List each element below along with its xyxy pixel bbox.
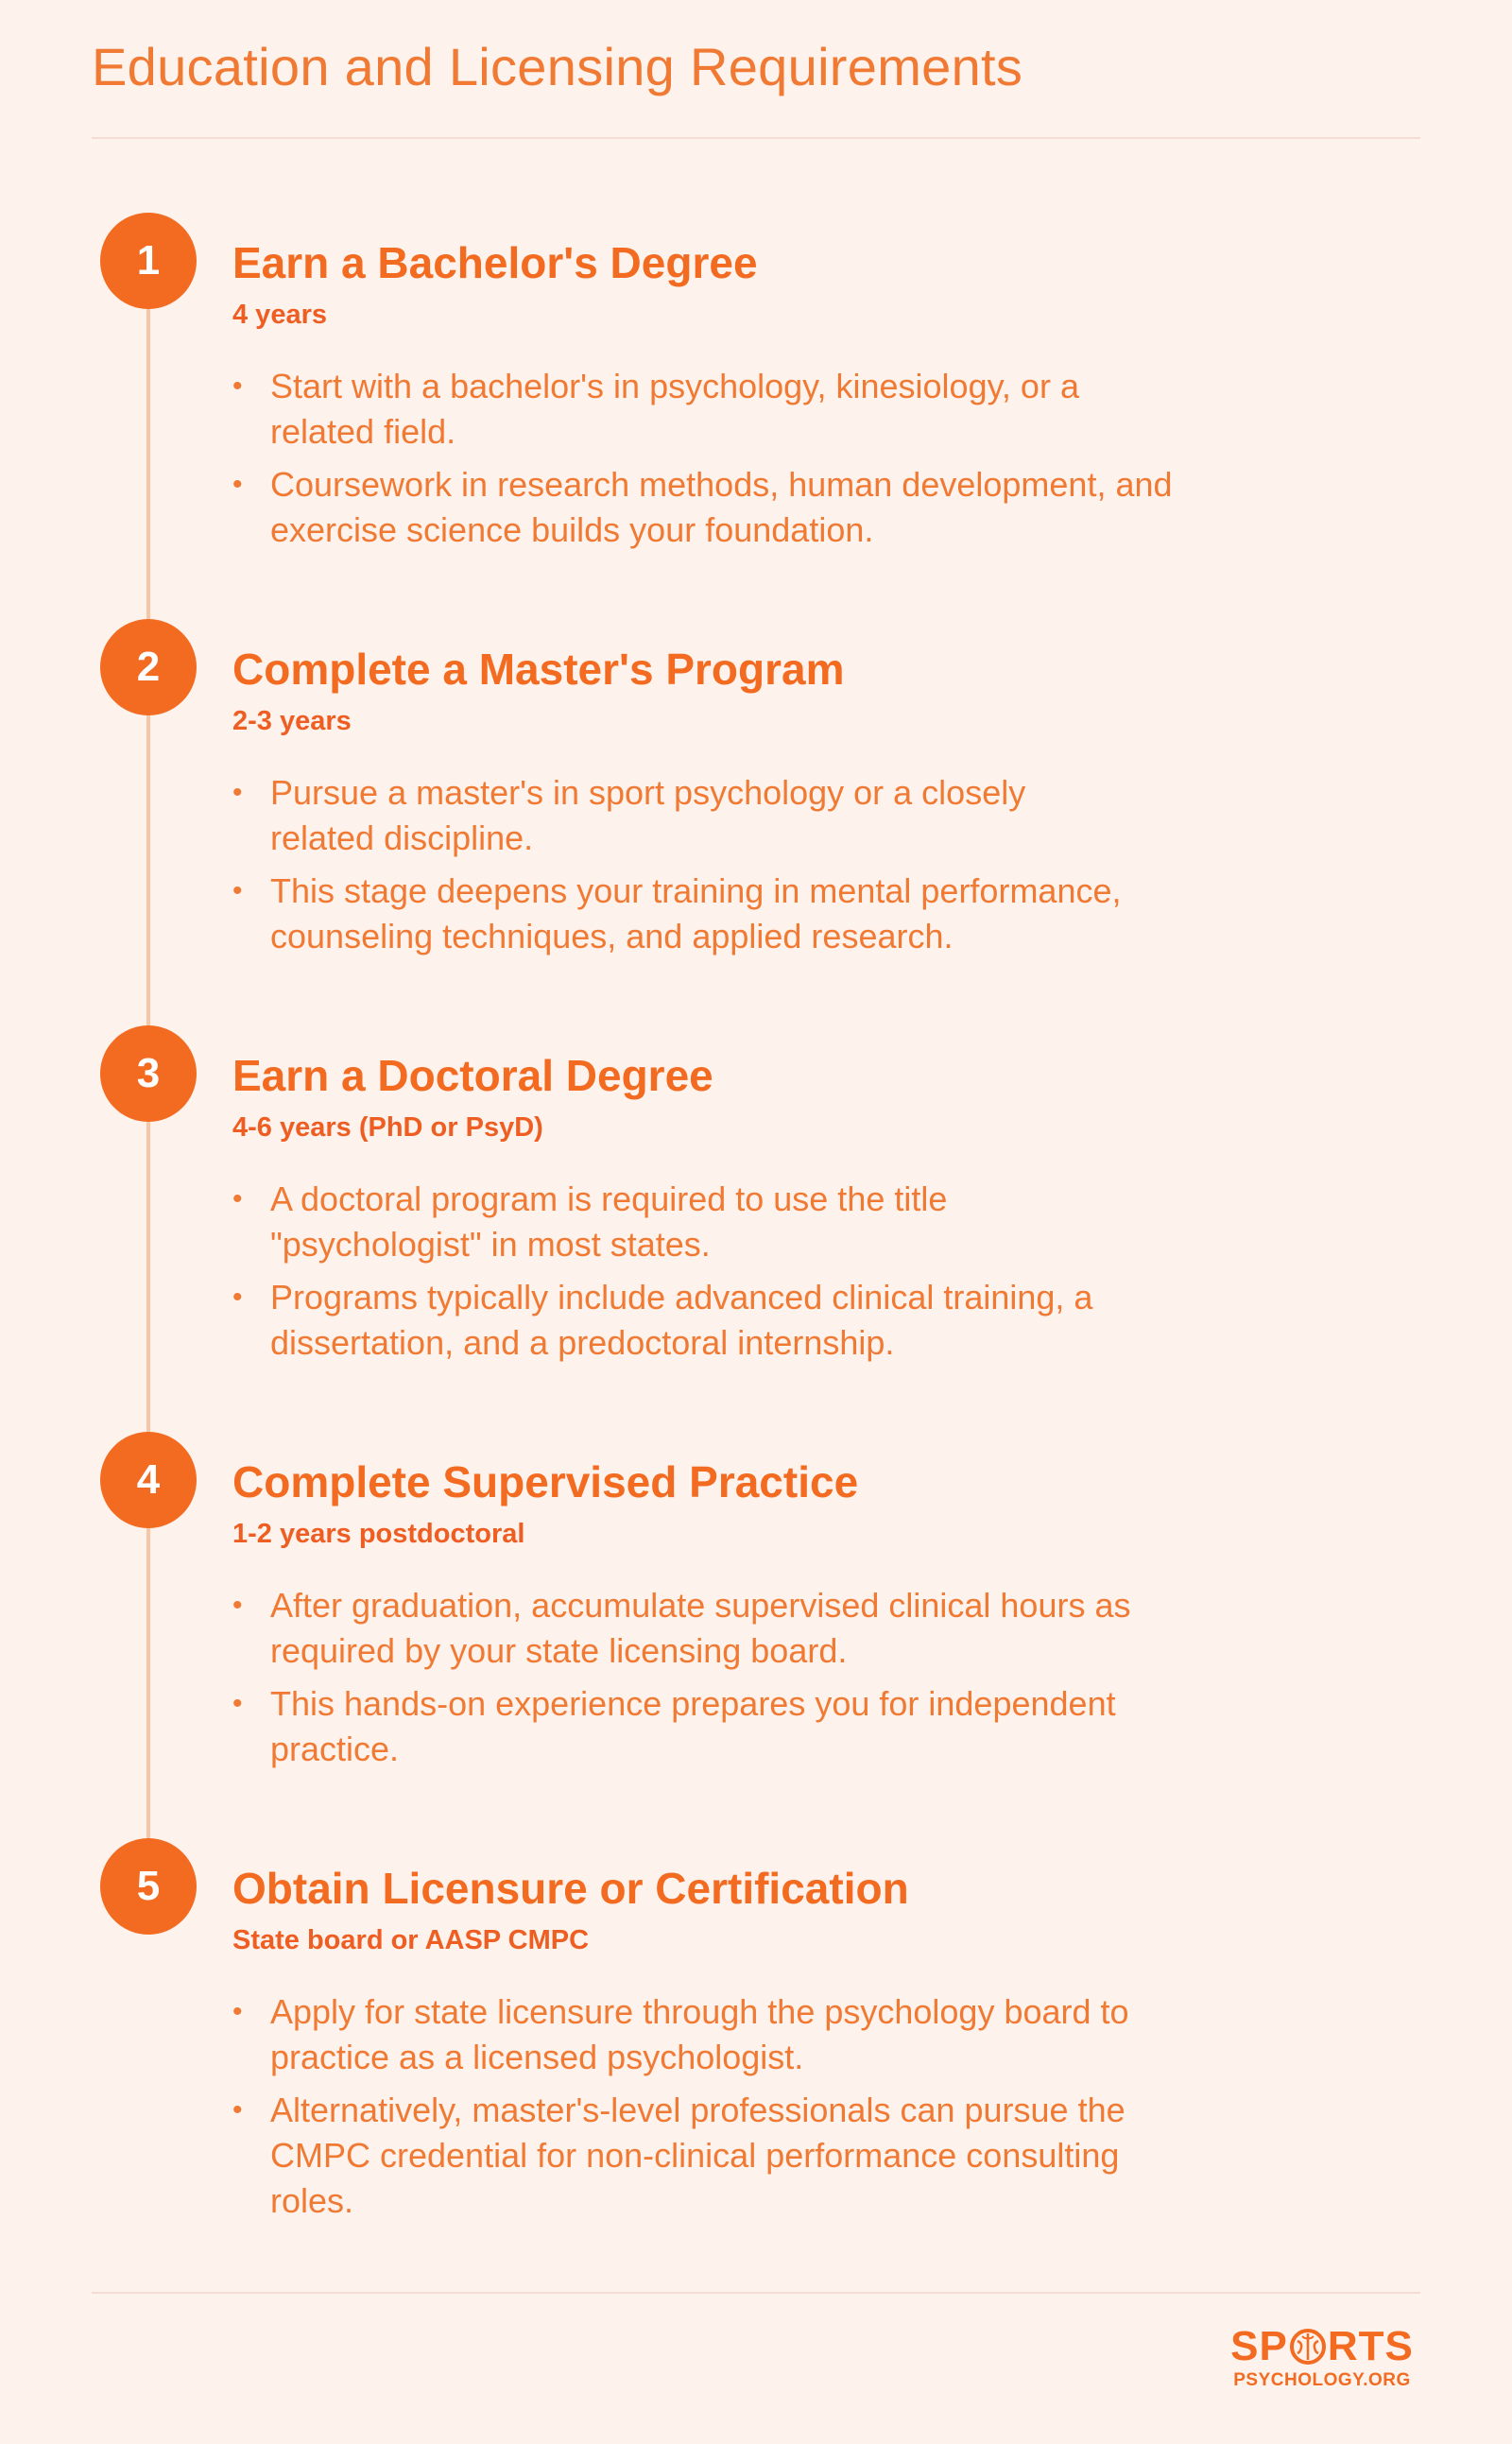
logo-subtext: PSYCHOLOGY.ORG — [1233, 2370, 1411, 2390]
step-title: Obtain Licensure or Certification — [232, 1864, 909, 1913]
step-bullet: • After graduation, accumulate supervised clinical hours as required by your state licensing board. — [232, 1583, 1196, 1674]
top-divider — [92, 137, 1420, 139]
step-bullet: • Start with a bachelor's in psychology, kinesiology, or a related field. — [232, 364, 1121, 455]
logo-text-left: SP — [1230, 2323, 1288, 2369]
step-bullet: • A doctoral program is required to use the title "psychologist" in most states. — [232, 1177, 1083, 1267]
step-bullet-list — [232, 770, 1272, 967]
step-title: Earn a Bachelor's Degree — [232, 238, 758, 287]
sportspsychology-logo — [1225, 2325, 1419, 2391]
step-duration: 2-3 years — [232, 706, 352, 736]
step-bullet: • Alternatively, master's-level professionals can pursue the CMPC credential for non-clinical performance consulting roles. — [232, 2088, 1177, 2224]
step-bullet: • Programs typically include advanced clinical training, a dissertation, and a predoctoral internship. — [232, 1275, 1177, 1366]
step-bullet: • Coursework in research methods, human development, and exercise science builds your foundation. — [232, 462, 1272, 553]
step-duration: State board or AASP CMPC — [232, 1925, 590, 1955]
step-title: Earn a Doctoral Degree — [232, 1051, 713, 1100]
logo-wordmark — [1225, 2325, 1419, 2368]
step-duration: 4-6 years (PhD or PsyD) — [232, 1112, 543, 1143]
step-title: Complete a Master's Program — [232, 645, 845, 694]
step-number-badge: 4 — [100, 1432, 197, 1528]
step-bullet-list — [232, 1989, 1272, 2231]
step-title: Complete Supervised Practice — [232, 1457, 859, 1506]
step-number-badge: 3 — [100, 1025, 197, 1122]
step-bullet: • Apply for state licensure through the psychology board to practice as a licensed psychologist. — [232, 1989, 1196, 2080]
logo-text-right: RTS — [1327, 2323, 1414, 2369]
step-bullet-list — [232, 1583, 1272, 1780]
bottom-divider — [92, 2292, 1420, 2294]
step-number-badge: 2 — [100, 619, 197, 715]
step-number-badge: 5 — [100, 1838, 197, 1935]
brain-icon — [1289, 2328, 1327, 2366]
page-title: Education and Licensing Requirements — [92, 37, 1023, 96]
step-bullet: • Pursue a master's in sport psychology or a closely related discipline. — [232, 770, 1121, 861]
step-bullet-list — [232, 1177, 1272, 1373]
step-bullet: • This hands-on experience prepares you for independent practice. — [232, 1681, 1225, 1772]
step-bullet: • This stage deepens your training in mental performance, counseling techniques, and applied research. — [232, 869, 1225, 959]
step-duration: 4 years — [232, 300, 327, 330]
step-bullet-list — [232, 364, 1272, 560]
step-duration: 1-2 years postdoctoral — [232, 1519, 525, 1549]
step-number-badge: 1 — [100, 213, 197, 309]
